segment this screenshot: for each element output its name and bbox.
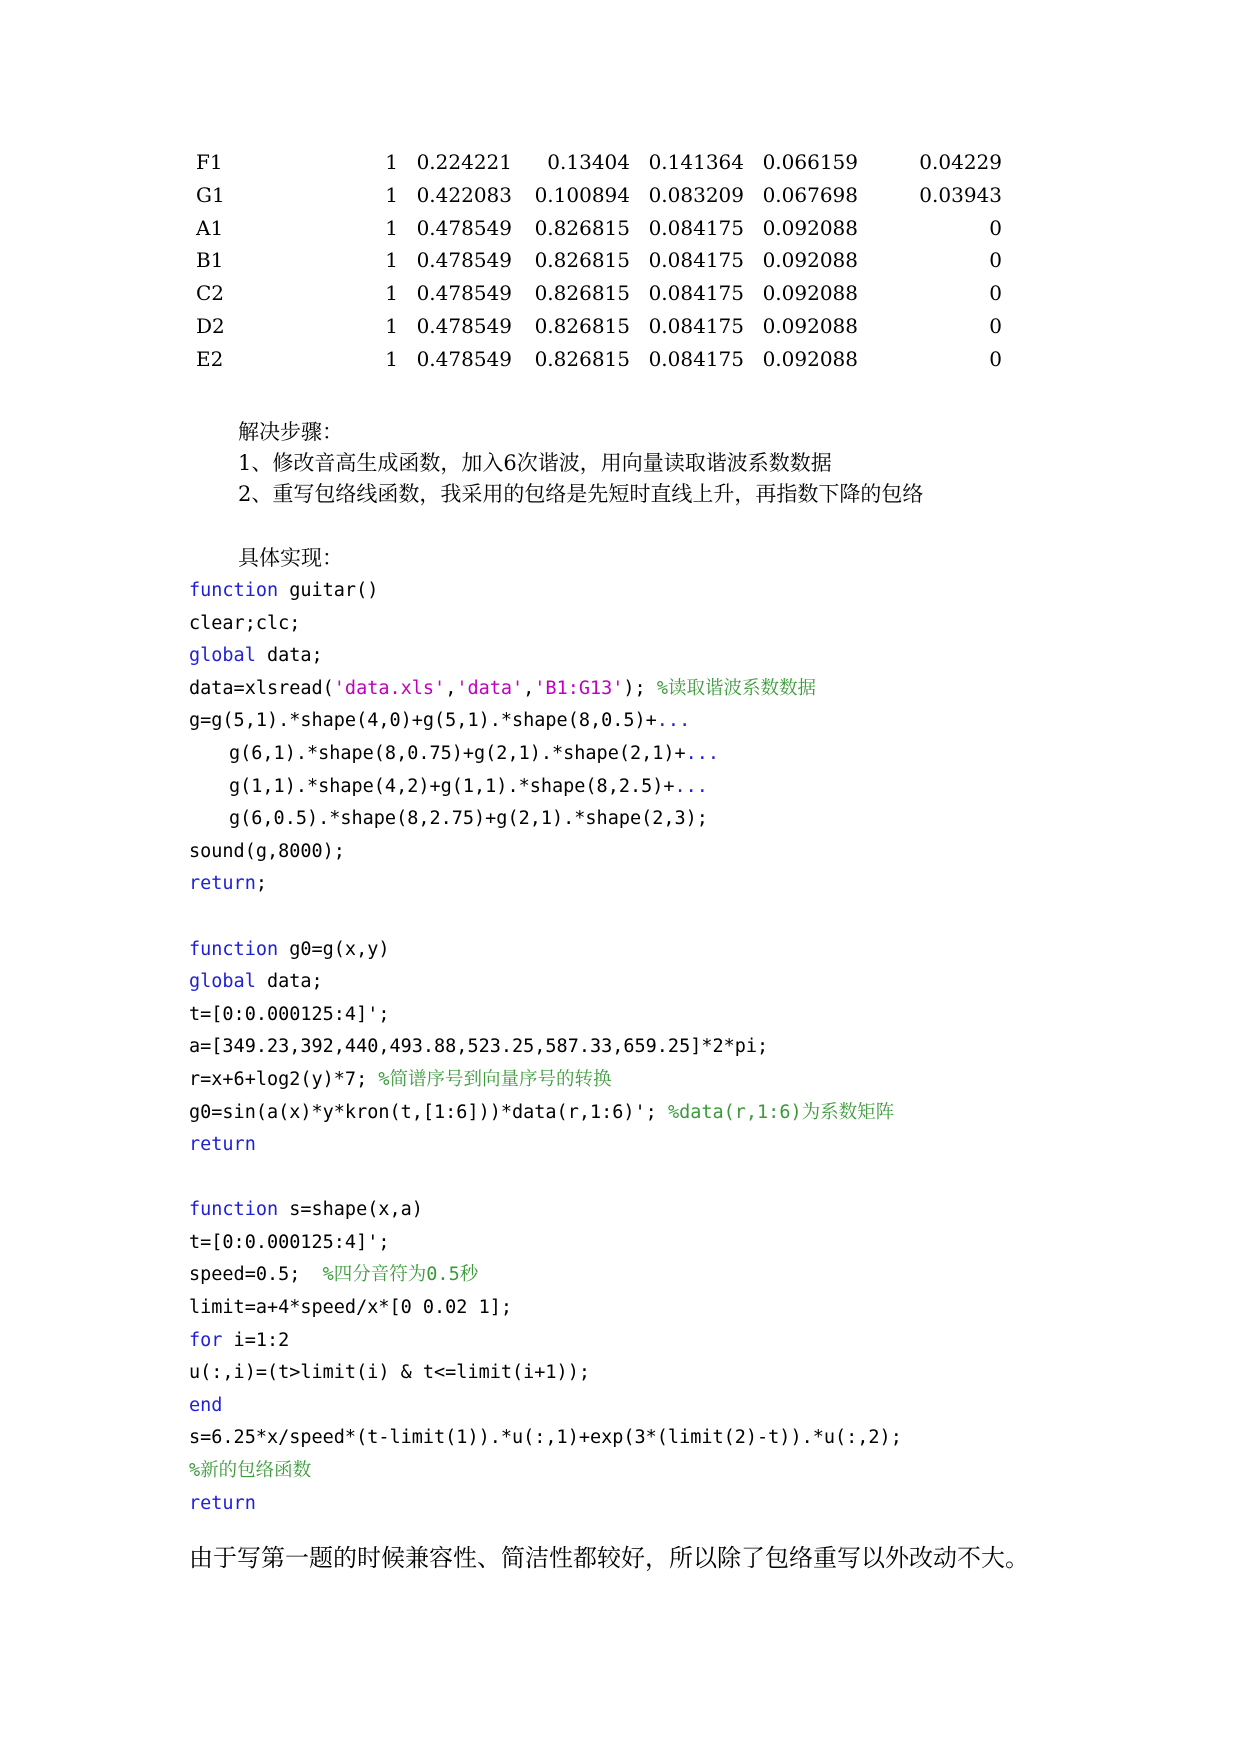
- coefficient-cell: 0.067698: [762, 182, 858, 207]
- coefficient-cell: 1: [385, 215, 398, 240]
- coefficient-cell: 1: [385, 150, 398, 174]
- note-name-cell: D2: [196, 313, 225, 338]
- coefficient-cell: 0.478549: [416, 215, 512, 240]
- coefficient-cell: 1: [385, 248, 398, 273]
- coefficient-cell: 0.084175: [648, 346, 744, 371]
- code-line: [189, 738, 902, 771]
- coefficient-cell: 1: [385, 313, 398, 338]
- code-line: [189, 1097, 902, 1130]
- coefficient-cell: 0.478549: [416, 248, 512, 273]
- code-text: ,: [445, 677, 457, 699]
- code-text: a=[349.23,392,440,493.88,523.25,587.33,659.25]*2*pi;: [189, 1036, 769, 1058]
- code-text: clear;clc;: [189, 612, 301, 634]
- code-text: s=6.25*x/speed*(t-limit(1)).*u(:,1)+exp(3*(limit(2)-t)).*u(:,2);: [189, 1427, 902, 1449]
- code-text: ,: [523, 677, 535, 699]
- code-text: );: [623, 677, 657, 699]
- code-line: [189, 1064, 902, 1097]
- note-name-cell: F1: [196, 150, 223, 174]
- coefficient-cell: 0.066159: [762, 150, 858, 174]
- coefficient-cell: 0.03943: [919, 182, 1002, 207]
- code-line: [189, 705, 902, 738]
- code-text: speed=0.5;: [189, 1264, 323, 1286]
- coefficient-cell: 0: [989, 281, 1002, 306]
- step-item-2: 2、重写包络线函数，我采用的包络是先短时直线上升，再指数下降的包络: [238, 482, 924, 506]
- code-line: [189, 1422, 902, 1455]
- coefficient-cell: 0.084175: [648, 215, 744, 240]
- code-string: 'B1:G13': [534, 677, 624, 699]
- code-line: [189, 1292, 902, 1325]
- coefficient-cell: 0: [989, 346, 1002, 371]
- code-keyword: ...: [685, 742, 720, 764]
- code-text: t=[0:0.000125:4]';: [189, 1003, 390, 1025]
- coefficient-cell: 0.092088: [762, 281, 858, 306]
- code-keyword: return: [189, 873, 256, 895]
- code-text: g0=sin(a(x)*y*kron(t,[1:6]))*data(r,1:6)';: [189, 1101, 668, 1123]
- coefficient-cell: 0.826815: [534, 248, 630, 273]
- code-blank-line: [189, 1162, 902, 1195]
- code-comment: %新的包络函数: [189, 1460, 312, 1482]
- code-keyword: global: [189, 645, 256, 667]
- coefficient-cell: 0.092088: [762, 346, 858, 371]
- coefficient-cell: 0.084175: [648, 281, 744, 306]
- coefficient-cell: 1: [385, 182, 398, 207]
- code-line: [189, 1031, 902, 1064]
- coefficient-cell: 0.422083: [416, 182, 512, 207]
- code-line: [189, 640, 902, 673]
- code-keyword: for: [189, 1329, 223, 1351]
- code-line: [189, 836, 902, 869]
- code-comment: %data(r,1:6)为系数矩阵: [667, 1101, 895, 1123]
- code-text: s=shape(x,a): [278, 1199, 423, 1221]
- code-text: guitar(): [278, 580, 379, 601]
- code-keyword: ...: [656, 710, 691, 732]
- note-name-cell: E2: [196, 346, 224, 371]
- note-name-cell: B1: [196, 248, 224, 273]
- code-text: data=xlsread(: [189, 677, 334, 699]
- coefficient-cell: 0.083209: [648, 182, 744, 207]
- coefficient-cell: 0.826815: [534, 215, 630, 240]
- code-line: [189, 1227, 902, 1260]
- coefficient-cell: 0.826815: [534, 281, 630, 306]
- code-line: [189, 1259, 902, 1292]
- steps-heading: 解决步骤：: [238, 420, 343, 444]
- code-line: [189, 1325, 902, 1358]
- conclusion-paragraph: 由于写第一题的时候兼容性、简洁性都较好，所以除了包络重写以外改动不大。: [189, 1544, 1029, 1572]
- code-string: 'data': [456, 677, 524, 699]
- code-string: 'data.xls': [333, 677, 446, 699]
- code-text: i=1:2: [222, 1329, 290, 1351]
- coefficient-cell: 0.100894: [534, 182, 630, 207]
- coefficient-cell: 1: [385, 281, 398, 306]
- code-keyword: ...: [674, 775, 708, 797]
- code-comment: %简谱序号到向量序号的转换: [378, 1068, 612, 1090]
- note-name-cell: G1: [196, 182, 225, 207]
- code-line: [189, 868, 902, 901]
- code-line: [189, 771, 902, 804]
- code-line: [189, 1129, 902, 1162]
- coefficient-cell: 0.478549: [416, 281, 512, 306]
- code-keyword: end: [189, 1394, 223, 1416]
- coefficient-cell: 0.084175: [648, 313, 744, 338]
- coefficient-cell: 0.084175: [648, 248, 744, 273]
- code-keyword: return: [189, 1134, 256, 1156]
- code-text: g=g(5,1).*shape(4,0)+g(5,1).*shape(8,0.5)+: [189, 710, 657, 732]
- code-text: r=x+6+log2(y)*7;: [189, 1068, 379, 1090]
- code-line: [189, 934, 902, 967]
- code-keyword: function: [189, 580, 279, 601]
- code-text: g(6,0.5).*shape(8,2.75)+g(2,1).*shape(2,3);: [229, 808, 708, 830]
- code-line: [189, 673, 902, 706]
- code-line: [189, 1488, 902, 1521]
- code-blank-line: [189, 901, 902, 934]
- code-text: g0=g(x,y): [278, 938, 390, 960]
- code-keyword: function: [189, 1199, 279, 1221]
- code-line: [189, 608, 902, 641]
- code-line: [189, 1357, 902, 1390]
- code-text: data;: [255, 645, 323, 667]
- coefficient-cell: 0.13404: [547, 150, 630, 174]
- code-keyword: function: [189, 938, 279, 960]
- code-keyword: global: [189, 971, 256, 993]
- coefficient-cell: 0.092088: [762, 248, 858, 273]
- implementation-heading: 具体实现：: [238, 546, 343, 570]
- code-block: [189, 575, 902, 1520]
- code-text: g(6,1).*shape(8,0.75)+g(2,1).*shape(2,1)+: [229, 742, 686, 764]
- code-text: t=[0:0.000125:4]';: [189, 1231, 390, 1253]
- coefficient-cell: 0.04229: [919, 150, 1002, 174]
- coefficient-cell: 0: [989, 313, 1002, 338]
- code-comment: %读取谐波系数数据: [656, 677, 816, 699]
- code-line: [189, 1390, 902, 1423]
- code-text: sound(g,8000);: [189, 840, 345, 862]
- code-line: [189, 966, 902, 999]
- coefficient-cell: 0.826815: [534, 313, 630, 338]
- coefficient-cell: 0.092088: [762, 313, 858, 338]
- coefficient-cell: 0.224221: [416, 150, 512, 174]
- coefficient-cell: 0.826815: [534, 346, 630, 371]
- code-comment: %四分音符为0.5秒: [322, 1264, 479, 1286]
- code-line: [189, 999, 902, 1032]
- note-name-cell: A1: [196, 215, 224, 240]
- coefficient-cell: 0.478549: [416, 313, 512, 338]
- coefficient-cell: 0.092088: [762, 215, 858, 240]
- code-line: [189, 1194, 902, 1227]
- code-keyword: return: [189, 1492, 256, 1514]
- code-text: u(:,i)=(t>limit(i) & t<=limit(i+1));: [189, 1362, 590, 1384]
- step-item-1: 1、修改音高生成函数，加入6次谐波，用向量读取谐波系数数据: [238, 451, 832, 475]
- coefficient-cell: 0: [989, 248, 1002, 273]
- coefficient-cell: 0.478549: [416, 346, 512, 371]
- coefficient-cell: 1: [385, 346, 398, 371]
- code-text: data;: [255, 971, 323, 993]
- coefficient-cell: 0.141364: [648, 150, 744, 174]
- code-text: g(1,1).*shape(4,2)+g(1,1).*shape(8,2.5)+: [229, 775, 675, 797]
- code-line: [189, 575, 902, 608]
- note-name-cell: C2: [196, 281, 225, 306]
- code-text: limit=a+4*speed/x*[0 0.02 1];: [189, 1297, 513, 1319]
- code-line: [189, 803, 902, 836]
- code-text: ;: [255, 873, 267, 895]
- coefficient-cell: 0: [989, 215, 1002, 240]
- code-line: [189, 1455, 902, 1488]
